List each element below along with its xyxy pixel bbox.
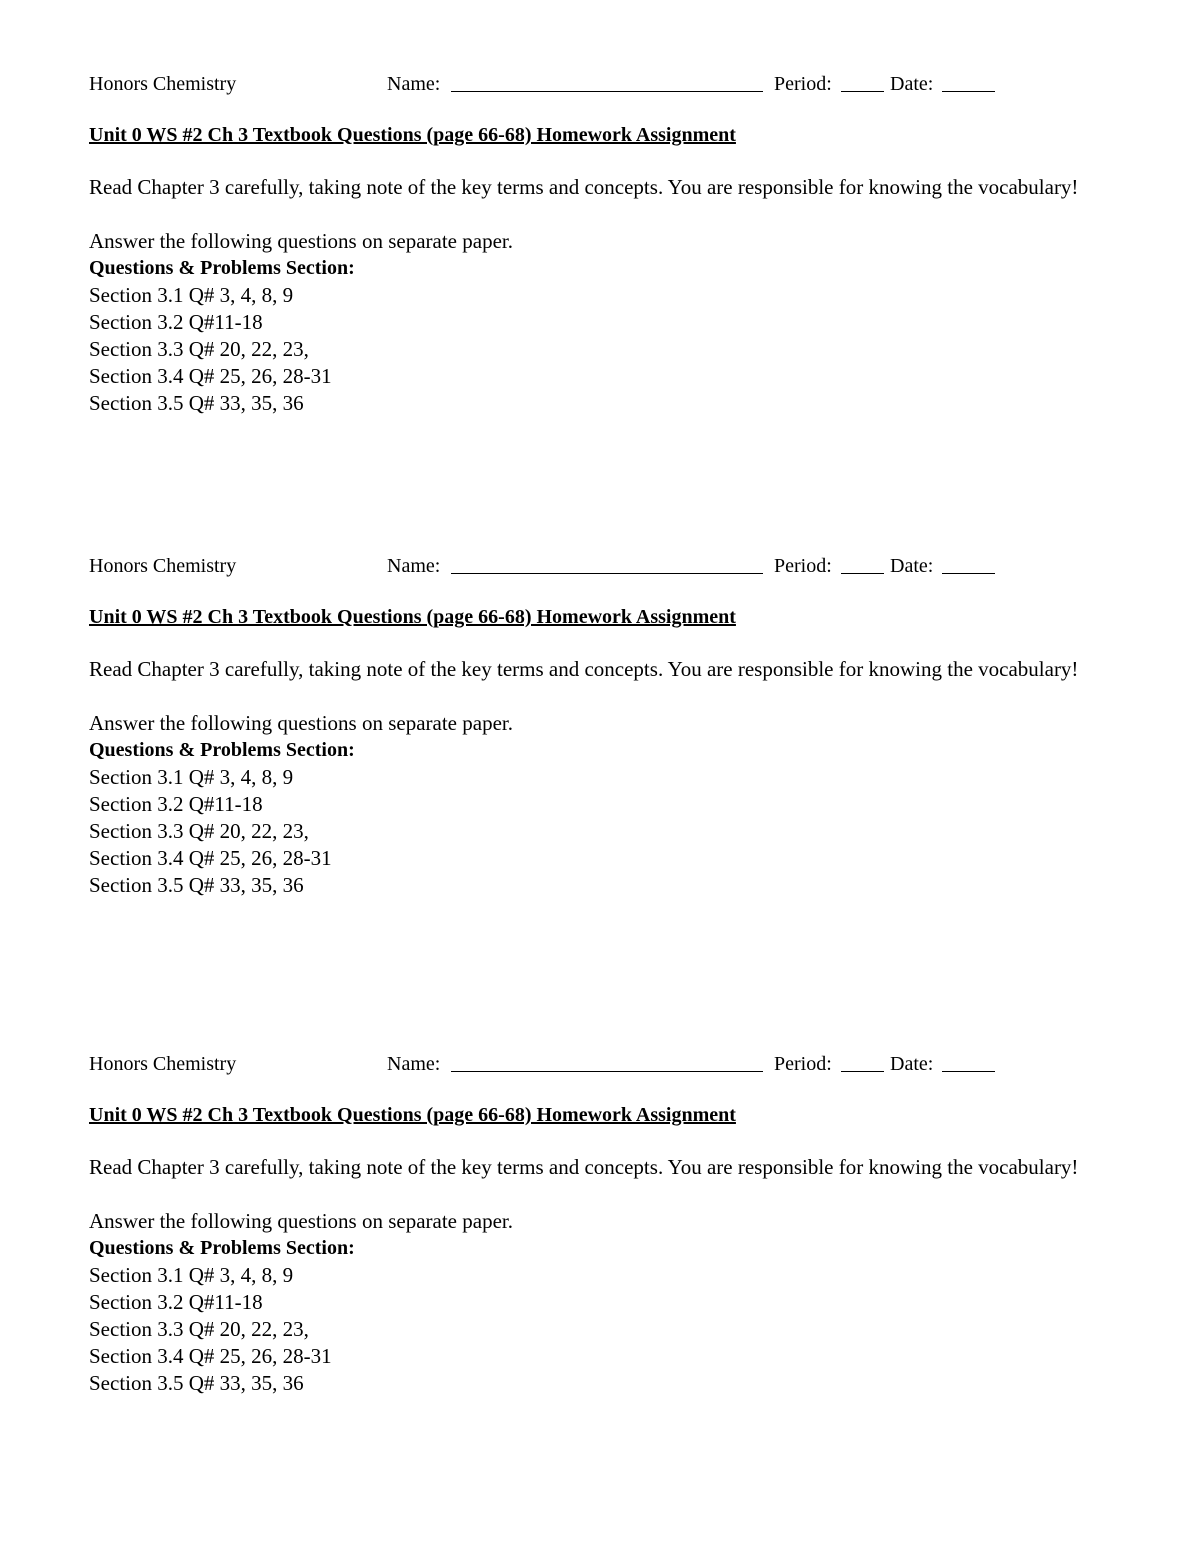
date-blank [942, 91, 995, 92]
name-label: Name: [387, 1053, 441, 1075]
period-label: Period: [774, 555, 832, 577]
period-label: Period: [774, 73, 832, 95]
section-item: Section 3.3 Q# 20, 22, 23, [89, 819, 309, 843]
worksheet-header [89, 70, 1119, 98]
date-label: Date: [890, 73, 934, 95]
name-label: Name: [387, 555, 441, 577]
section-item: Section 3.2 Q#11-18 [89, 1290, 263, 1314]
date-label: Date: [890, 555, 934, 577]
section-item: Section 3.5 Q# 33, 35, 36 [89, 1371, 304, 1395]
date-blank [942, 573, 995, 574]
section-item: Section 3.1 Q# 3, 4, 8, 9 [89, 1263, 294, 1287]
section-item: Section 3.4 Q# 25, 26, 28-31 [89, 364, 332, 388]
section-item: Section 3.1 Q# 3, 4, 8, 9 [89, 765, 294, 789]
worksheet-copy-1 [89, 70, 1119, 417]
name-blank [451, 573, 763, 574]
questions-heading: Questions & Problems Section: [89, 739, 355, 761]
period-blank [841, 1071, 884, 1072]
worksheet-header [89, 1050, 1119, 1078]
answer-instruction: Answer the following questions on separate paper. [89, 1209, 513, 1233]
questions-heading: Questions & Problems Section: [89, 1237, 355, 1259]
answer-instruction: Answer the following questions on separate paper. [89, 711, 513, 735]
assignment-title: Unit 0 WS #2 Ch 3 Textbook Questions (page 66-68) Homework Assignment [89, 1104, 736, 1126]
section-item: Section 3.4 Q# 25, 26, 28-31 [89, 1344, 332, 1368]
course-name: Honors Chemistry [89, 73, 237, 95]
section-item: Section 3.5 Q# 33, 35, 36 [89, 873, 304, 897]
section-item: Section 3.3 Q# 20, 22, 23, [89, 337, 309, 361]
section-item: Section 3.1 Q# 3, 4, 8, 9 [89, 283, 294, 307]
worksheet-copy-2 [89, 552, 1119, 899]
date-blank [942, 1071, 995, 1072]
answer-instruction: Answer the following questions on separate paper. [89, 229, 513, 253]
name-blank [451, 1071, 763, 1072]
date-label: Date: [890, 1053, 934, 1075]
period-blank [841, 573, 884, 574]
section-item: Section 3.5 Q# 33, 35, 36 [89, 391, 304, 415]
section-item: Section 3.2 Q#11-18 [89, 310, 263, 334]
period-label: Period: [774, 1053, 832, 1075]
reading-instructions: Read Chapter 3 carefully, taking note of the key terms and concepts. You are responsible for knowing the vocabulary! [89, 175, 1079, 199]
reading-instructions: Read Chapter 3 carefully, taking note of the key terms and concepts. You are responsible for knowing the vocabulary! [89, 1155, 1079, 1179]
assignment-title: Unit 0 WS #2 Ch 3 Textbook Questions (page 66-68) Homework Assignment [89, 124, 736, 146]
worksheet-copy-3 [89, 1050, 1119, 1397]
section-item: Section 3.4 Q# 25, 26, 28-31 [89, 846, 332, 870]
course-name: Honors Chemistry [89, 1053, 237, 1075]
questions-heading: Questions & Problems Section: [89, 257, 355, 279]
section-item: Section 3.3 Q# 20, 22, 23, [89, 1317, 309, 1341]
period-blank [841, 91, 884, 92]
name-blank [451, 91, 763, 92]
worksheet-header [89, 552, 1119, 580]
assignment-title: Unit 0 WS #2 Ch 3 Textbook Questions (page 66-68) Homework Assignment [89, 606, 736, 628]
name-label: Name: [387, 73, 441, 95]
section-item: Section 3.2 Q#11-18 [89, 792, 263, 816]
course-name: Honors Chemistry [89, 555, 237, 577]
reading-instructions: Read Chapter 3 carefully, taking note of the key terms and concepts. You are responsible for knowing the vocabulary! [89, 657, 1079, 681]
